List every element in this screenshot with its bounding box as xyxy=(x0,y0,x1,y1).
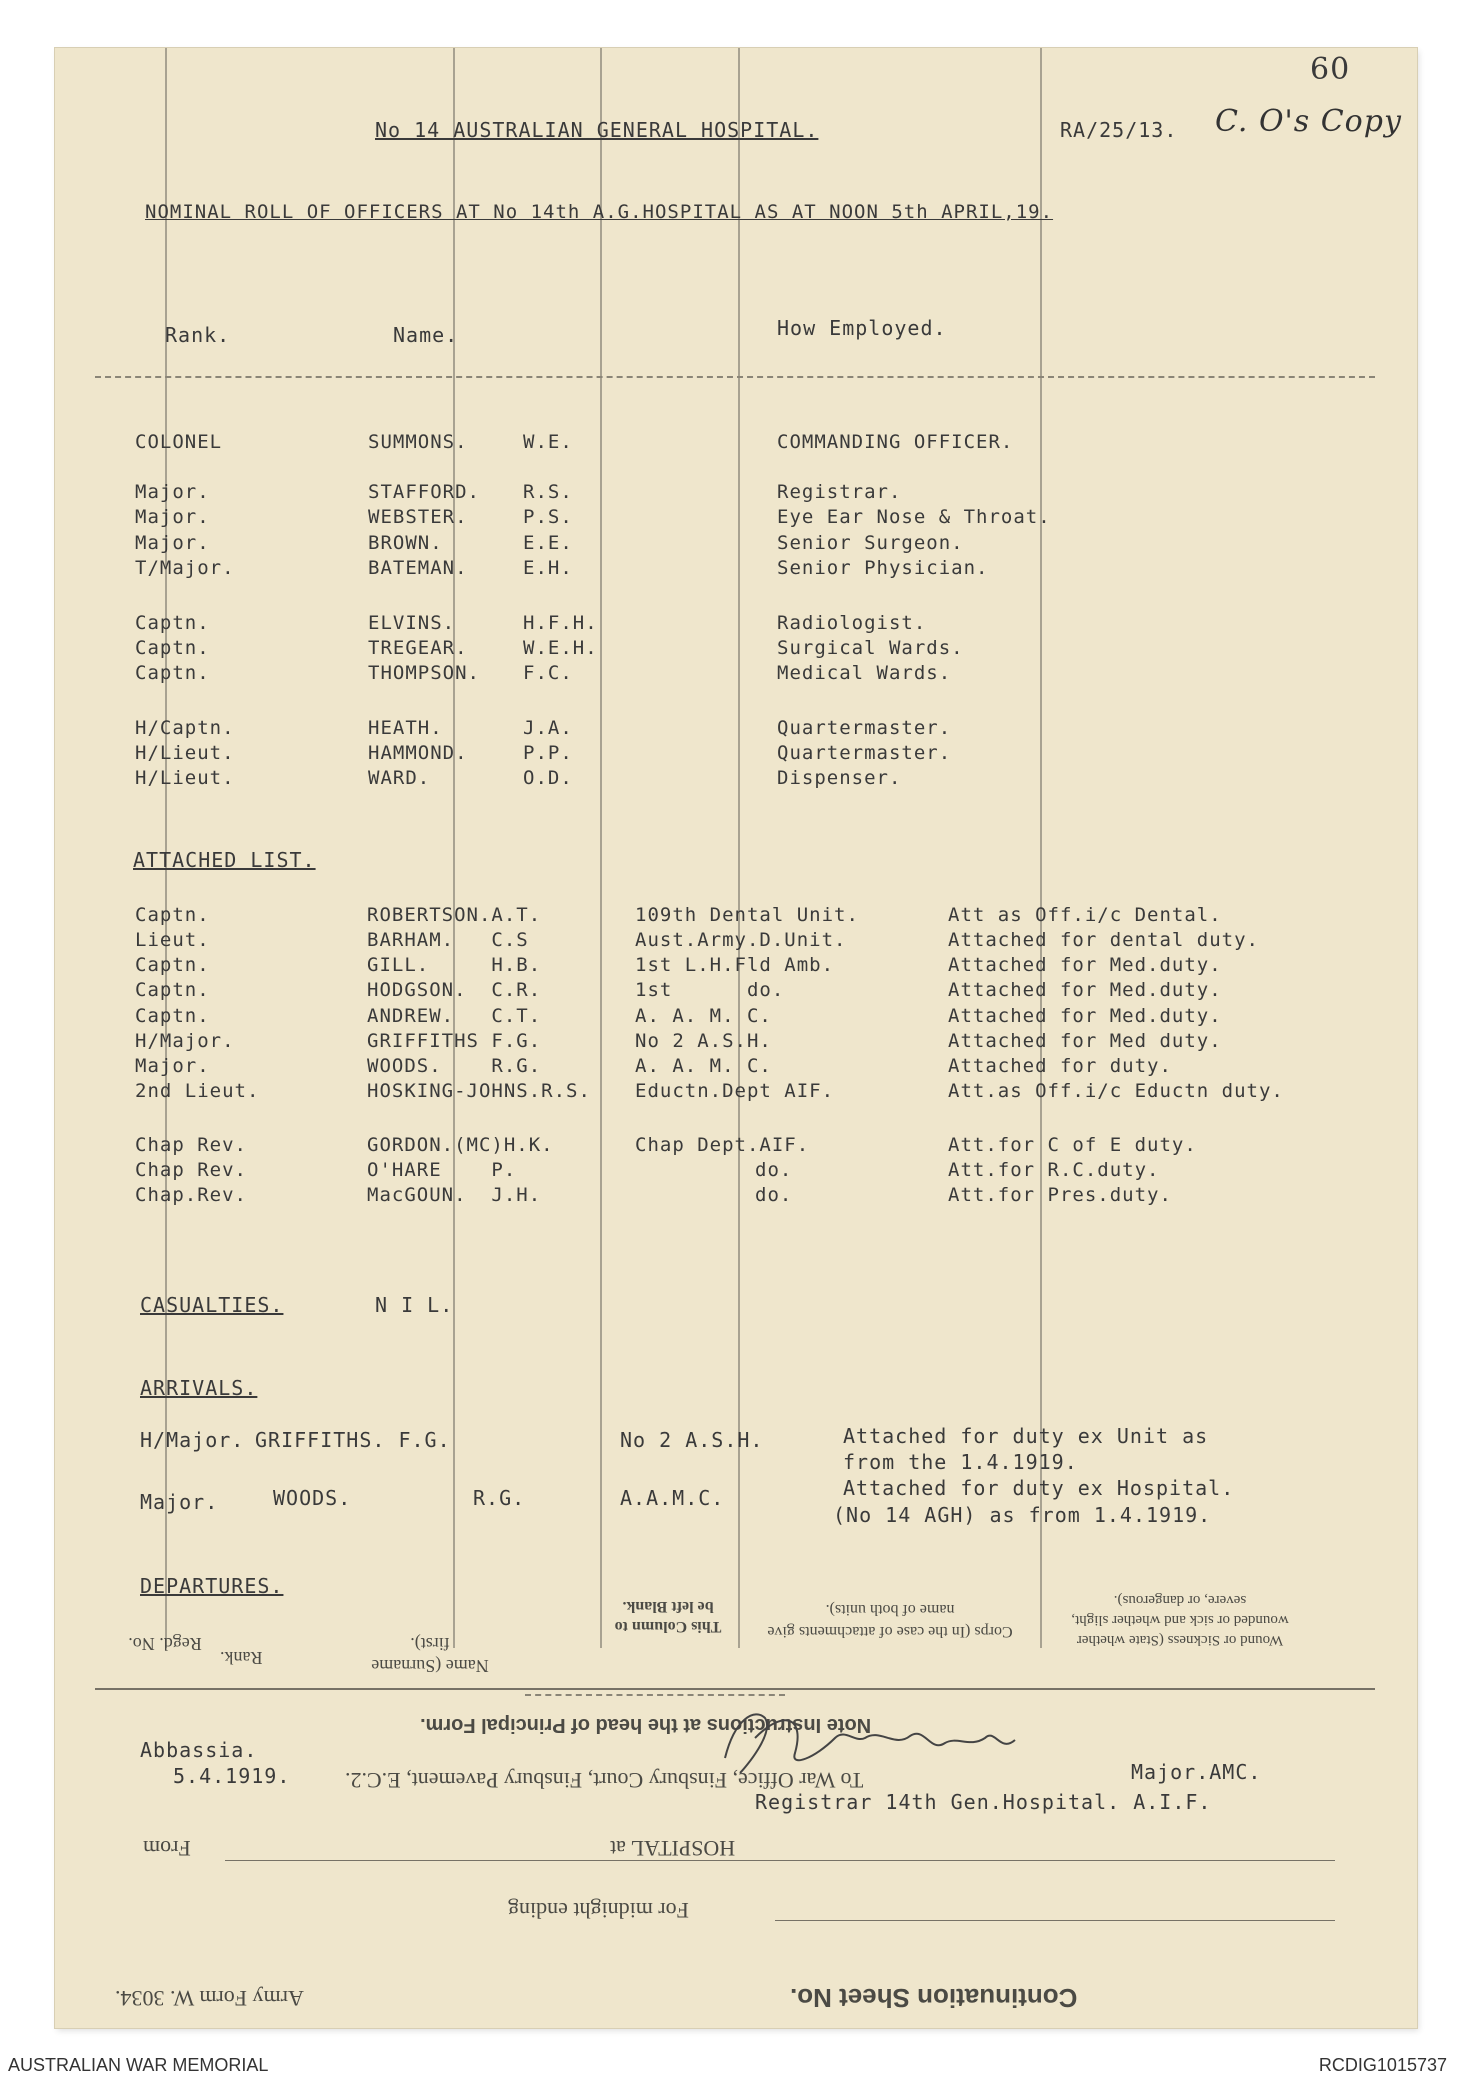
attached-rank: Chap.Rev. xyxy=(135,1184,247,1206)
hospital-title: No 14 AUSTRALIAN GENERAL HOSPITAL. xyxy=(375,118,819,142)
column-line xyxy=(1040,48,1042,1648)
attached-row xyxy=(55,903,1417,927)
attached-unit: Aust.Army.D.Unit. xyxy=(635,929,847,951)
form-rule xyxy=(95,1688,1375,1690)
officer-rank: Captn. xyxy=(135,637,210,659)
officer-initials: R.S. xyxy=(523,481,573,503)
officer-row xyxy=(55,766,1417,790)
officer-initials: E.H. xyxy=(523,557,573,579)
officer-name: STAFFORD. xyxy=(368,481,480,503)
officer-initials: F.C. xyxy=(523,662,573,684)
attached-rank: Chap Rev. xyxy=(135,1159,247,1181)
form-hospital: HOSPITAL at xyxy=(610,1836,736,1861)
attached-rank: Chap Rev. xyxy=(135,1134,247,1156)
attached-unit: Eductn.Dept AIF. xyxy=(635,1080,835,1102)
officer-initials: W.E.H. xyxy=(523,637,598,659)
officer-rank: H/Captn. xyxy=(135,717,235,739)
attached-row xyxy=(55,1183,1417,1207)
attached-duty: Attached for Med.duty. xyxy=(948,979,1222,1001)
officer-rank: Major. xyxy=(135,506,210,528)
officer-initials: E.E. xyxy=(523,532,573,554)
attached-heading: ATTACHED LIST. xyxy=(133,848,316,872)
officer-employment: Radiologist. xyxy=(777,612,927,634)
attached-name: GRIFFITHS F.G. xyxy=(367,1030,542,1052)
arrival-duty: (No 14 AGH) as from 1.4.1919. xyxy=(833,1503,1212,1527)
column-line xyxy=(738,48,740,1648)
form-header-rank: Rank. xyxy=(220,1648,263,1668)
army-form-number: Army Form W. 3034. xyxy=(115,1986,304,2011)
column-line xyxy=(453,48,455,1648)
arrival-duty: from the 1.4.1919. xyxy=(843,1450,1078,1474)
reference-number: RA/25/13. xyxy=(1060,118,1178,142)
attached-rank: Captn. xyxy=(135,904,210,926)
officer-rank: Major. xyxy=(135,481,210,503)
form-header-wound: Wound or Sickness (State whether wounded or sick and whether slight, severe, or dangerous). xyxy=(1071,1592,1289,1648)
form-midnight: For midnight ending xyxy=(508,1898,689,1923)
officer-row xyxy=(55,430,1417,454)
attached-row xyxy=(55,953,1417,977)
form-from: From xyxy=(143,1836,191,1861)
attached-duty: Attached for Med.duty. xyxy=(948,1005,1222,1027)
form-line xyxy=(775,1920,1335,1921)
attached-name: O'HARE P. xyxy=(367,1159,517,1181)
arrival-rank: H/Major. xyxy=(140,1428,245,1452)
officer-rank: H/Lieut. xyxy=(135,742,235,764)
attached-duty: Att.as Off.i/c Eductn duty. xyxy=(948,1080,1284,1102)
officer-employment: Quartermaster. xyxy=(777,717,952,739)
officer-name: WARD. xyxy=(368,767,431,789)
officer-row xyxy=(55,505,1417,529)
officer-rank: COLONEL xyxy=(135,431,223,453)
date: 5.4.1919. xyxy=(173,1764,291,1788)
officer-employment: Registrar. xyxy=(777,481,902,503)
attached-rank: Major. xyxy=(135,1055,210,1077)
attached-row xyxy=(55,1079,1417,1103)
attached-name: BARHAM. C.S xyxy=(367,929,529,951)
attached-unit: 1st do. xyxy=(635,979,785,1001)
officer-row xyxy=(55,741,1417,765)
officer-initials: P.P. xyxy=(523,742,573,764)
column-header-rank: Rank. xyxy=(165,323,231,347)
officer-rank: Captn. xyxy=(135,662,210,684)
attached-rank: H/Major. xyxy=(135,1030,235,1052)
form-header-regd: Regd. No. xyxy=(128,1634,202,1654)
place: Abbassia. xyxy=(140,1738,258,1762)
arrival-unit: No 2 A.S.H. xyxy=(620,1428,764,1452)
casualties-value: N I L. xyxy=(375,1293,454,1317)
attached-rank: Captn. xyxy=(135,979,210,1001)
arrival-name: GRIFFITHS. F.G. xyxy=(255,1428,451,1452)
attached-unit: do. xyxy=(755,1159,793,1181)
signature-title: Registrar 14th Gen.Hospital. A.I.F. xyxy=(755,1790,1212,1814)
war-office-address: To War Office, Finsbury Court, Finsbury Pavement, E.C.2. xyxy=(345,1768,864,1793)
continuation-sheet: Continuation Sheet No. xyxy=(790,1983,1078,2013)
departures-label: DEPARTURES. xyxy=(140,1574,284,1598)
attached-row xyxy=(55,1004,1417,1028)
officer-initials: H.F.H. xyxy=(523,612,598,634)
attached-name: GORDON.(MC)H.K. xyxy=(367,1134,554,1156)
officer-employment: Senior Physician. xyxy=(777,557,989,579)
attached-name: MacGOUN. J.H. xyxy=(367,1184,542,1206)
arrival-initials: R.G. xyxy=(473,1486,526,1510)
attached-row xyxy=(55,1029,1417,1053)
officer-employment: COMMANDING OFFICER. xyxy=(777,431,1014,453)
officer-name: THOMPSON. xyxy=(368,662,480,684)
officer-row xyxy=(55,661,1417,685)
officer-rank: H/Lieut. xyxy=(135,767,235,789)
officer-name: TREGEAR. xyxy=(368,637,468,659)
officer-row xyxy=(55,531,1417,555)
note-instructions: Note Instructions at the head of Principal Form. xyxy=(420,1714,872,1736)
form-rule xyxy=(525,1694,785,1696)
attached-duty: Attached for Med duty. xyxy=(948,1030,1222,1052)
casualties-label: CASUALTIES. xyxy=(140,1293,284,1317)
officer-name: WEBSTER. xyxy=(368,506,468,528)
attached-duty: Attached for duty. xyxy=(948,1055,1172,1077)
officer-name: BROWN. xyxy=(368,532,443,554)
attached-unit: A. A. M. C. xyxy=(635,1055,772,1077)
arrival-duty: Attached for duty ex Hospital. xyxy=(843,1476,1235,1500)
attached-rank: Captn. xyxy=(135,954,210,976)
officer-name: HAMMOND. xyxy=(368,742,468,764)
officer-initials: J.A. xyxy=(523,717,573,739)
signature-rank: Major.AMC. xyxy=(1131,1760,1262,1784)
officer-rank: Major. xyxy=(135,532,210,554)
attached-row xyxy=(55,978,1417,1002)
attached-name: HOSKING-JOHNS.R.S. xyxy=(367,1080,591,1102)
attached-row xyxy=(55,1133,1417,1157)
column-line xyxy=(600,48,602,1648)
officer-name: SUMMONS. xyxy=(368,431,468,453)
attached-duty: Attached for Med.duty. xyxy=(948,954,1222,976)
attached-rank: Captn. xyxy=(135,1005,210,1027)
attached-unit: do. xyxy=(755,1184,793,1206)
attached-row xyxy=(55,1158,1417,1182)
officer-row xyxy=(55,556,1417,580)
attached-unit: 1st L.H.Fld Amb. xyxy=(635,954,835,976)
officer-row xyxy=(55,480,1417,504)
attached-duty: Attached for dental duty. xyxy=(948,929,1259,951)
officer-rank: T/Major. xyxy=(135,557,235,579)
form-line xyxy=(225,1860,1335,1861)
officer-employment: Quartermaster. xyxy=(777,742,952,764)
attached-name: ANDREW. C.T. xyxy=(367,1005,542,1027)
attached-rank: 2nd Lieut. xyxy=(135,1080,260,1102)
footer-archive: AUSTRALIAN WAR MEMORIAL xyxy=(8,2055,269,2075)
arrival-name: WOODS. xyxy=(273,1486,352,1510)
officer-rank: Captn. xyxy=(135,612,210,634)
attached-unit: A. A. M. C. xyxy=(635,1005,772,1027)
attached-unit: 109th Dental Unit. xyxy=(635,904,859,926)
signature xyxy=(695,1698,1035,1788)
attached-name: WOODS. R.G. xyxy=(367,1055,542,1077)
officer-employment: Surgical Wards. xyxy=(777,637,964,659)
page-number: 60 xyxy=(1310,52,1351,87)
officer-name: BATEMAN. xyxy=(368,557,468,579)
form-header-name: Name (Surname first). xyxy=(371,1634,489,1676)
document-page xyxy=(55,48,1417,2028)
attached-unit: Chap Dept.AIF. xyxy=(635,1134,810,1156)
form-header-blank: This Column to be left Blank. xyxy=(614,1598,722,1635)
attached-unit: No 2 A.S.H. xyxy=(635,1030,772,1052)
officer-employment: Medical Wards. xyxy=(777,662,952,684)
officer-row xyxy=(55,611,1417,635)
officer-initials: O.D. xyxy=(523,767,573,789)
attached-duty: Att.for C of E duty. xyxy=(948,1134,1197,1156)
officer-initials: W.E. xyxy=(523,431,573,453)
arrivals-label: ARRIVALS. xyxy=(140,1376,258,1400)
form-header-corps: Corps (In the case of attachments give name of both units). xyxy=(767,1601,1013,1640)
attached-name: HODGSON. C.R. xyxy=(367,979,542,1001)
attached-name: GILL. H.B. xyxy=(367,954,542,976)
column-header-name: Name. xyxy=(393,323,459,347)
attached-duty: Att.for Pres.duty. xyxy=(948,1184,1172,1206)
officer-employment: Senior Surgeon. xyxy=(777,532,964,554)
arrival-duty: Attached for duty ex Unit as xyxy=(843,1424,1209,1448)
column-header-employed: How Employed. xyxy=(777,316,947,340)
attached-row xyxy=(55,928,1417,952)
arrival-rank: Major. xyxy=(140,1490,219,1514)
officer-employment: Dispenser. xyxy=(777,767,902,789)
arrival-unit: A.A.M.C. xyxy=(620,1486,725,1510)
officer-initials: P.S. xyxy=(523,506,573,528)
officer-name: HEATH. xyxy=(368,717,443,739)
attached-duty: Att as Off.i/c Dental. xyxy=(948,904,1222,926)
officer-name: ELVINS. xyxy=(368,612,456,634)
officer-employment: Eye Ear Nose & Throat. xyxy=(777,506,1051,528)
attached-name: ROBERTSON.A.T. xyxy=(367,904,542,926)
attached-duty: Att.for R.C.duty. xyxy=(948,1159,1160,1181)
footer-id: RCDIG1015737 xyxy=(1318,2055,1447,2075)
roll-title: NOMINAL ROLL OF OFFICERS AT No 14th A.G.HOSPITAL AS AT NOON 5th APRIL,19. xyxy=(145,201,1054,223)
officer-row xyxy=(55,636,1417,660)
header-rule xyxy=(95,376,1375,378)
attached-rank: Lieut. xyxy=(135,929,210,951)
handwritten-note: C. O's Copy xyxy=(1215,104,1402,139)
attached-row xyxy=(55,1054,1417,1078)
officer-row xyxy=(55,716,1417,740)
